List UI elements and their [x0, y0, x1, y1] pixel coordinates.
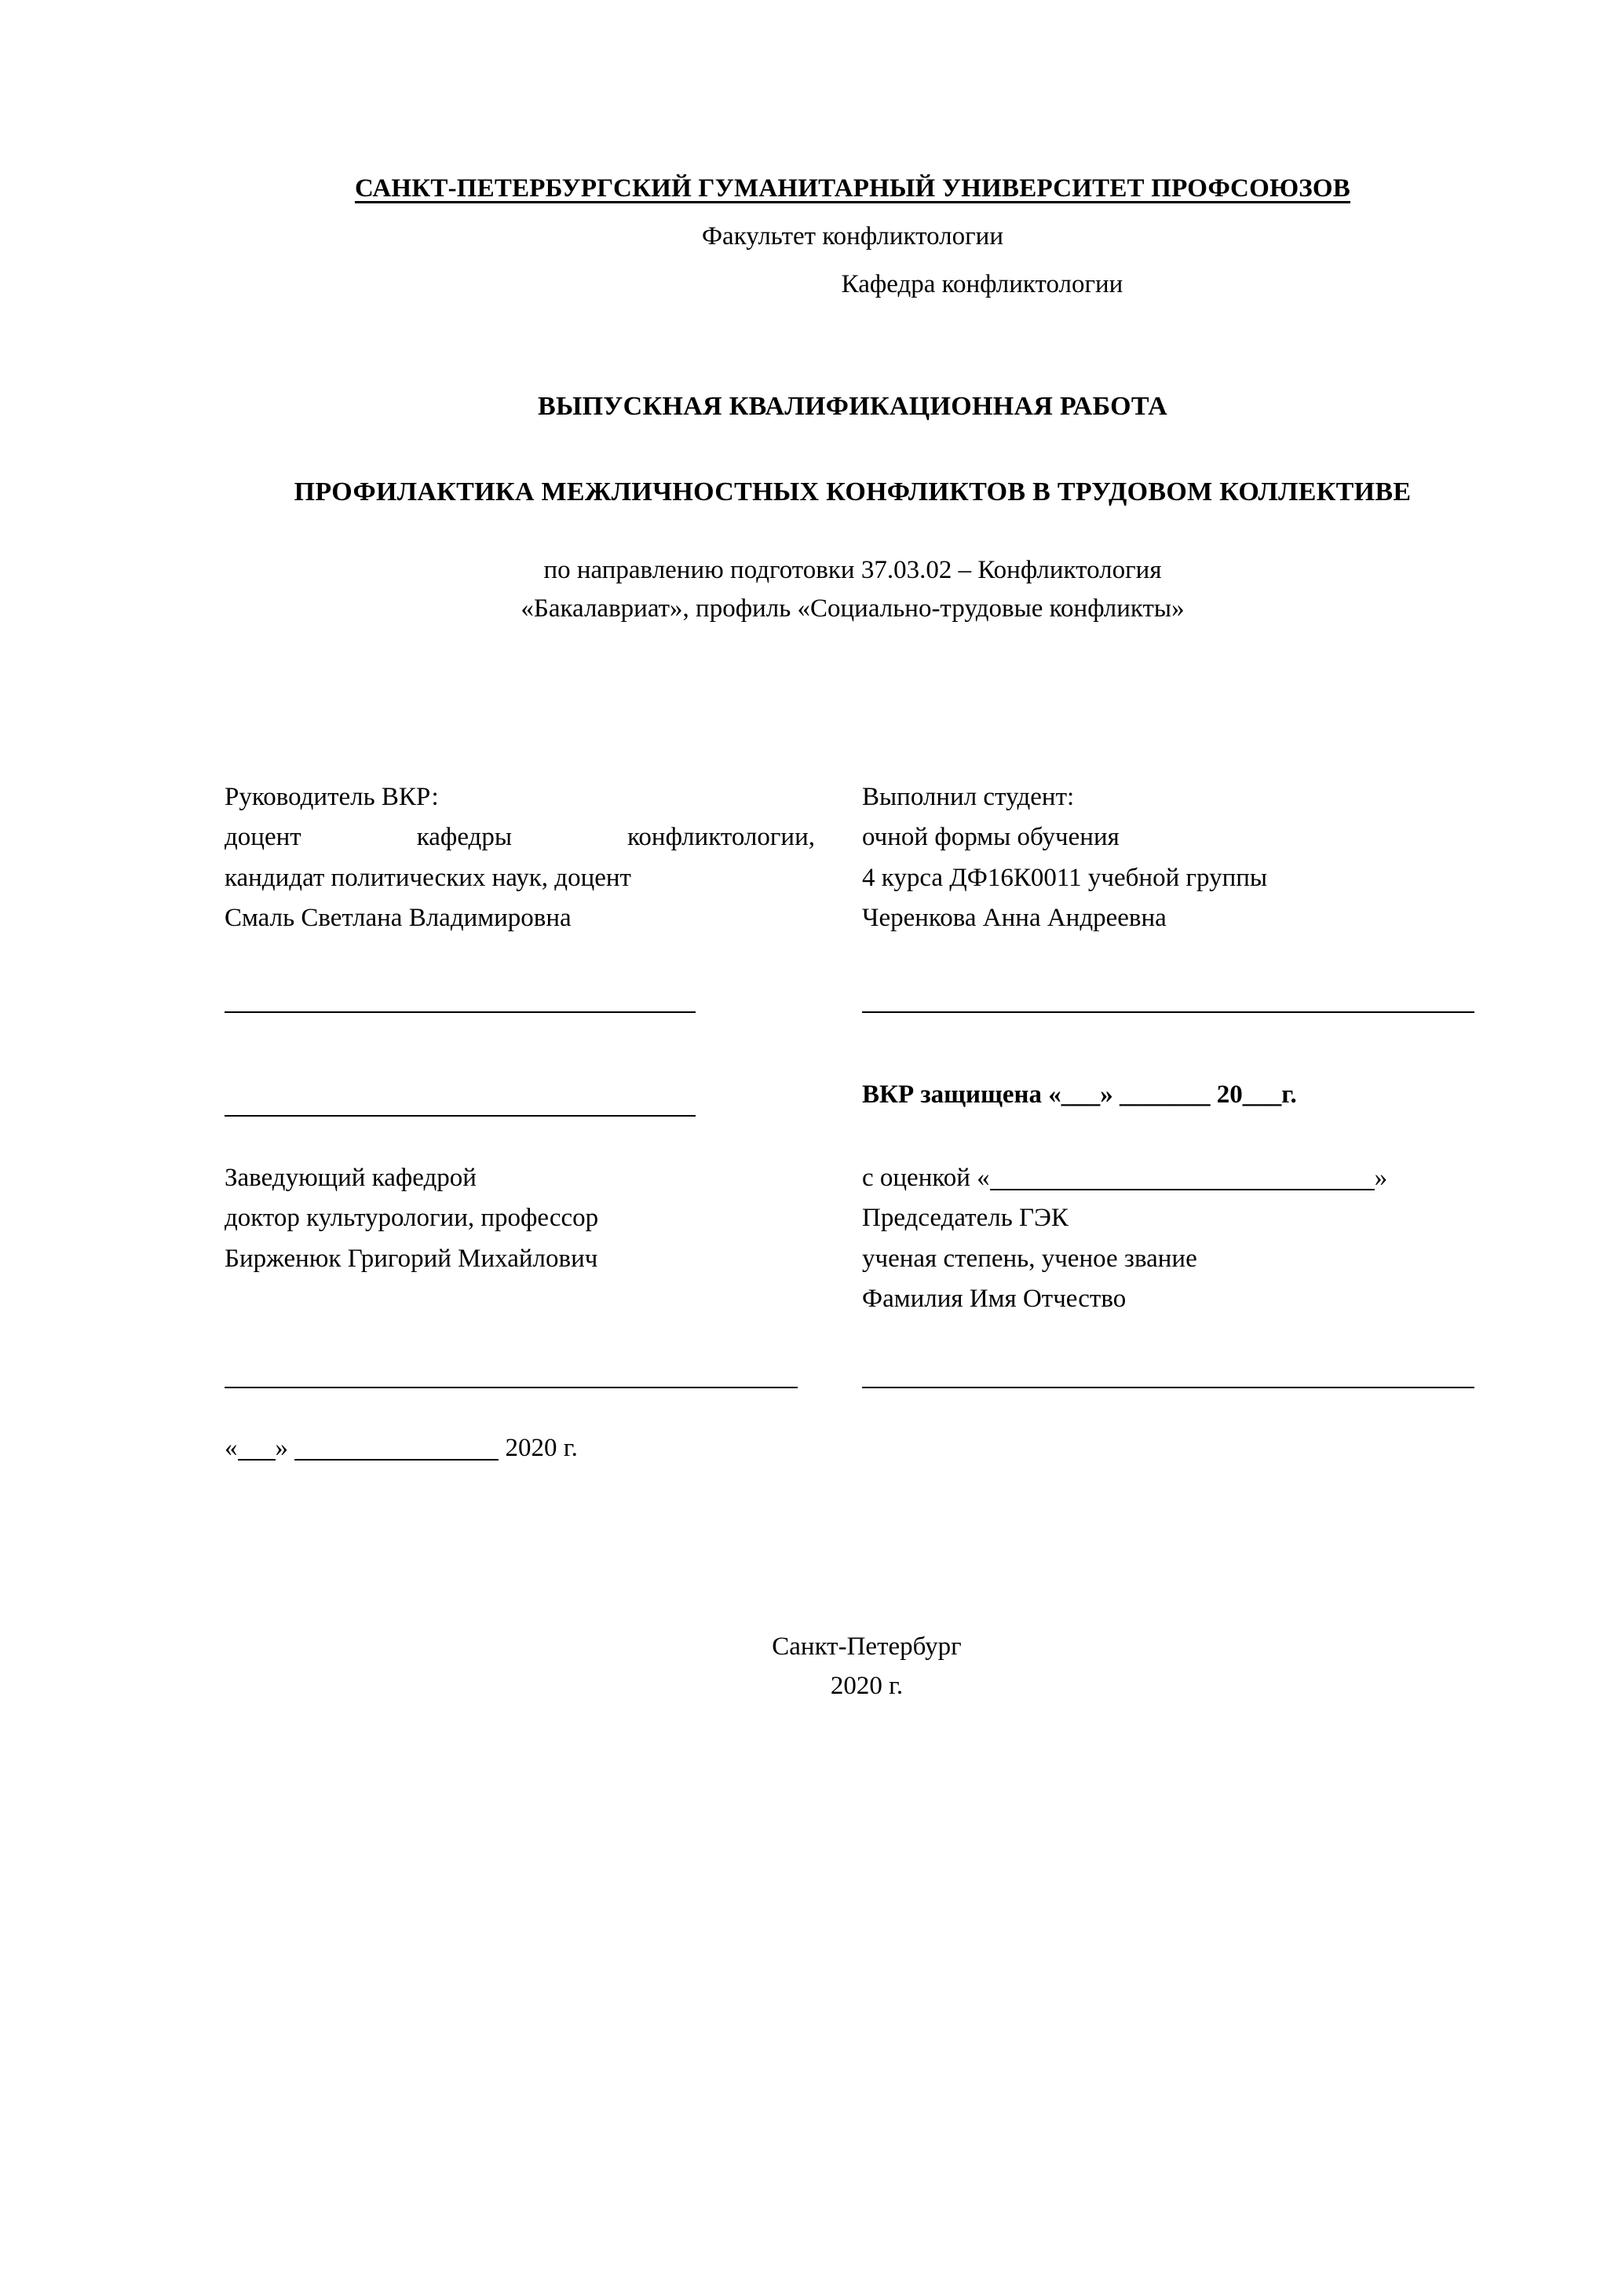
chairman-signature-line: [862, 1387, 1474, 1388]
date-field: [225, 1434, 1481, 1463]
student-form: очной формы обучения: [862, 823, 1120, 852]
date-quote-open: «: [225, 1434, 238, 1463]
student-signature-line: [862, 1011, 1474, 1013]
signature-row-3: [225, 1387, 1481, 1388]
department-head-signature-line: [225, 1387, 798, 1388]
department-head-degree: доктор культурологии, профессор: [225, 1204, 599, 1233]
supervisor-block: [225, 777, 815, 939]
chairman-name: Фамилия Имя Отчество: [862, 1285, 1127, 1314]
grade-suffix: »: [1374, 1163, 1388, 1192]
persons-block: [225, 777, 1481, 939]
head-signature-line: [225, 1115, 696, 1117]
chairman-label: Председатель ГЭК: [862, 1204, 1069, 1233]
heads-block: [225, 1158, 1481, 1320]
student-group: 4 курса ДФ16К0011 учебной группы: [862, 863, 1268, 892]
student-block: [815, 777, 1435, 939]
grade-prefix: с оценкой «: [862, 1163, 990, 1192]
direction-of-study: [225, 551, 1481, 628]
footer-year: 2020 г.: [830, 1671, 904, 1700]
supervisor-signature-line: [225, 1011, 696, 1013]
student-label: Выполнил студент:: [862, 782, 1075, 811]
page-content: [225, 0, 1481, 1706]
department-name: Кафедра конфликтологии: [841, 270, 1123, 298]
supervisor-label: Руководитель ВКР:: [225, 782, 439, 811]
signature-row-2: [225, 1115, 1481, 1117]
direction-line-2: «Бакалавриат», профиль «Социально-трудовые конфликты»: [521, 594, 1185, 623]
university-name: САНКТ-ПЕТЕРБУРГСКИЙ ГУМАНИТАРНЫЙ УНИВЕРСИТЕТ ПРОФСОЮЗОВ: [354, 174, 1350, 203]
faculty-name: Факультет конфликтологии: [701, 222, 1003, 250]
month-blank: [294, 1459, 499, 1461]
department-head-label: Заведующий кафедрой: [225, 1163, 477, 1192]
chairman-degree: ученая степень, ученое звание: [862, 1244, 1197, 1273]
date-quote-close: »: [275, 1434, 288, 1463]
spacer: [798, 1387, 862, 1388]
supervisor-position: доцент кафедры конфликтологии,: [225, 823, 815, 852]
spacer: [696, 1011, 862, 1013]
signature-row-1: [225, 1011, 1481, 1013]
student-name: Черенкова Анна Андреевна: [862, 904, 1167, 933]
day-blank: [238, 1459, 276, 1461]
work-title: ПРОФИЛАКТИКА МЕЖЛИЧНОСТНЫХ КОНФЛИКТОВ В ТРУДОВОМ КОЛЛЕКТИВЕ: [294, 477, 1412, 506]
footer-block: [225, 1628, 1481, 1706]
supervisor-name: Смаль Светлана Владимировна: [225, 904, 572, 933]
defense-date-label: ВКР защищена «___» _______ 20___г.: [862, 1080, 1297, 1109]
grade-blank: [990, 1189, 1375, 1190]
grade-line: [862, 1158, 1435, 1198]
commission-block: [815, 1158, 1435, 1320]
direction-line-1: по направлению подготовки 37.03.02 – Конфликтология: [543, 556, 1162, 585]
date-year: 2020 г.: [505, 1434, 578, 1463]
department-head-block: [225, 1158, 815, 1320]
work-type: ВЫПУСКНАЯ КВАЛИФИКАЦИОННАЯ РАБОТА: [537, 392, 1168, 421]
footer-city: Санкт-Петербург: [772, 1632, 962, 1662]
supervisor-degree: кандидат политических наук, доцент: [225, 863, 631, 892]
department-head-name: Бирженюк Григорий Михайлович: [225, 1244, 598, 1273]
